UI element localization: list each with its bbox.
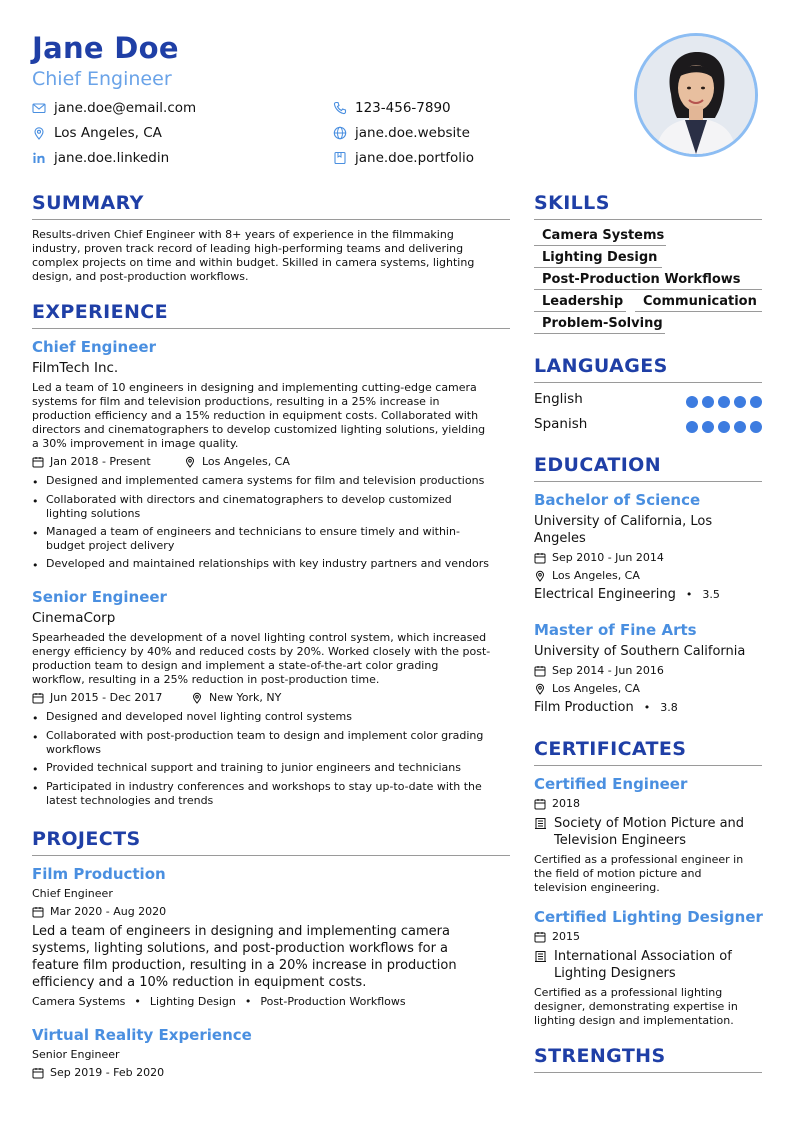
education-location-text: Los Angeles, CA bbox=[552, 682, 640, 695]
job-description-line: systems for film and television productions, resulting in a 25% increase in bbox=[32, 395, 440, 408]
strengths-divider bbox=[534, 1072, 762, 1073]
job-bullet bbox=[32, 474, 510, 488]
bullet-line: • Developed and maintained relationships with key industry partners and vendors bbox=[46, 557, 490, 570]
skill-tag: Leadership bbox=[534, 294, 626, 312]
bullet-line: • Collaborated with post-production team to design and implement color grading bbox=[46, 729, 484, 742]
experience-heading: EXPERIENCE bbox=[32, 301, 169, 323]
bullet-line: latest technologies and trends bbox=[46, 794, 214, 807]
strengths-heading: STRENGTHS bbox=[534, 1045, 666, 1067]
proficiency-dot bbox=[734, 396, 746, 408]
summary-heading: SUMMARY bbox=[32, 192, 144, 214]
contact-phone[interactable] bbox=[333, 100, 451, 116]
school-name-line: University of Southern California bbox=[534, 644, 746, 659]
school-name-line: University of California, Los bbox=[534, 514, 713, 529]
contact-portfolio[interactable] bbox=[333, 150, 474, 166]
project-title: Virtual Reality Experience bbox=[32, 1026, 252, 1044]
project-description-line: Led a team of engineers in designing and implementing camera bbox=[32, 924, 450, 939]
skill-tag: Communication bbox=[635, 294, 762, 312]
proficiency-dot bbox=[686, 396, 698, 408]
candidate-name: Jane Doe bbox=[32, 31, 179, 65]
experience-divider bbox=[32, 328, 510, 329]
issuer-line: Society of Motion Picture and bbox=[554, 816, 745, 831]
calendar-icon bbox=[534, 931, 546, 943]
languages-heading: LANGUAGES bbox=[534, 355, 668, 377]
phone-icon bbox=[333, 101, 347, 115]
project-title: Film Production bbox=[32, 865, 166, 883]
job-bullet bbox=[32, 493, 510, 521]
issuer-line: Television Engineers bbox=[554, 833, 687, 848]
location-text: Los Angeles, CA bbox=[54, 125, 162, 141]
project-dates bbox=[32, 1066, 164, 1079]
calendar-icon bbox=[534, 665, 546, 677]
certificate-description-line: Certified as a professional engineer in bbox=[534, 853, 744, 866]
education-divider bbox=[534, 481, 762, 482]
candidate-title: Chief Engineer bbox=[32, 68, 172, 90]
job-location bbox=[191, 691, 281, 704]
skills-divider bbox=[534, 219, 762, 220]
language-level bbox=[686, 396, 762, 408]
project-role: Chief Engineer bbox=[32, 887, 113, 900]
proficiency-dot bbox=[750, 421, 762, 433]
bullet-line: workflows bbox=[46, 743, 102, 756]
job-company: FilmTech Inc. bbox=[32, 360, 119, 376]
tag-separator: • bbox=[244, 995, 252, 1008]
education-location-text: Los Angeles, CA bbox=[552, 569, 640, 582]
school-name-line: Angeles bbox=[534, 531, 586, 546]
education-dates bbox=[534, 664, 664, 677]
building-icon bbox=[534, 817, 547, 830]
bullet-line: budget project delivery bbox=[46, 539, 175, 552]
linkedin-icon bbox=[32, 151, 46, 165]
project-description bbox=[32, 923, 510, 991]
skills-heading: SKILLS bbox=[534, 192, 610, 214]
location-pin-icon bbox=[184, 456, 196, 468]
job-bullet bbox=[32, 557, 510, 571]
email-text: jane.doe@email.com bbox=[54, 100, 197, 116]
bullet-line: • Designed and developed novel lighting control systems bbox=[46, 710, 353, 723]
job-bullet bbox=[32, 761, 510, 775]
proficiency-dot bbox=[702, 421, 714, 433]
bullet-line: • Collaborated with directors and cinematographers to develop customized bbox=[46, 493, 452, 506]
summary-divider bbox=[32, 219, 510, 220]
contact-email[interactable] bbox=[32, 100, 196, 116]
school-name bbox=[534, 513, 762, 547]
job-location bbox=[184, 455, 290, 468]
project-tag: Camera Systems bbox=[32, 995, 126, 1008]
job-bullet bbox=[32, 710, 510, 724]
job-description-line: production team to design and implement a state-of-the-art color grading bbox=[32, 659, 439, 672]
school-name bbox=[534, 643, 762, 660]
certificate-description-line: television engineering. bbox=[534, 881, 660, 894]
proficiency-dot bbox=[750, 396, 762, 408]
bullet-line: • Managed a team of engineers and technicians to ensure timely and within- bbox=[46, 525, 460, 538]
certificate-description-line: Certified as a professional lighting bbox=[534, 986, 723, 999]
job-bullet bbox=[32, 729, 510, 757]
education-location bbox=[534, 569, 640, 582]
job-location-text: Los Angeles, CA bbox=[202, 455, 290, 468]
certificate-description bbox=[534, 853, 762, 895]
certificate-issuer bbox=[534, 948, 732, 982]
project-tag: Lighting Design bbox=[149, 995, 236, 1008]
location-pin-icon bbox=[191, 692, 203, 704]
education-dates-text: Sep 2014 - Jun 2016 bbox=[552, 664, 664, 677]
portfolio-icon bbox=[333, 151, 347, 165]
profile-photo bbox=[634, 33, 758, 157]
certificate-description-line: designer, demonstrating expertise in bbox=[534, 1000, 738, 1013]
degree-title: Bachelor of Science bbox=[534, 491, 701, 509]
projects-divider bbox=[32, 855, 510, 856]
gpa-value: 3.8 bbox=[660, 701, 678, 714]
location-pin-icon bbox=[534, 683, 546, 695]
language-name: Spanish bbox=[534, 416, 588, 432]
language-name: English bbox=[534, 391, 583, 407]
job-description-line: Spearheaded the development of a novel lighting control system, which increased bbox=[32, 631, 487, 644]
project-dates-text: Sep 2019 - Feb 2020 bbox=[50, 1066, 165, 1079]
degree-title: Master of Fine Arts bbox=[534, 621, 697, 639]
building-icon bbox=[534, 950, 547, 963]
summary-line: industry, proven track record of leading high-performing teams and delivering bbox=[32, 242, 464, 255]
job-description bbox=[32, 631, 510, 687]
job-description bbox=[32, 381, 510, 451]
job-bullet bbox=[32, 525, 510, 553]
job-description-line: production efficiency and a 15% reduction in equipment costs. Collaborated with bbox=[32, 409, 479, 422]
summary-line: design, and post-production workflows. bbox=[32, 270, 249, 283]
education-heading: EDUCATION bbox=[534, 454, 662, 476]
certificate-title: Certified Engineer bbox=[534, 775, 688, 793]
calendar-icon bbox=[534, 552, 546, 564]
languages-divider bbox=[534, 382, 762, 383]
skill-tag: Lighting Design bbox=[534, 250, 662, 268]
certificate-year-text: 2018 bbox=[552, 797, 580, 810]
certificate-description bbox=[534, 986, 762, 1028]
education-dates bbox=[534, 551, 664, 564]
location-pin-icon bbox=[534, 570, 546, 582]
proficiency-dot bbox=[718, 421, 730, 433]
job-dates bbox=[32, 455, 151, 468]
language-level bbox=[686, 421, 762, 433]
job-dates-text: Jun 2015 - Dec 2017 bbox=[50, 691, 163, 704]
contact-location bbox=[32, 125, 162, 141]
calendar-icon bbox=[32, 1067, 44, 1079]
globe-icon bbox=[333, 126, 347, 140]
project-tag: Post-Production Workflows bbox=[260, 995, 406, 1008]
project-description-line: efficiency and a 10% reduction in equipment costs. bbox=[32, 975, 367, 990]
certificate-year bbox=[534, 797, 580, 810]
skill-tag: Problem-Solving bbox=[534, 316, 665, 334]
issuer-line: Lighting Designers bbox=[554, 966, 676, 981]
proficiency-dot bbox=[686, 421, 698, 433]
field-separator: • bbox=[685, 588, 693, 601]
proficiency-dot bbox=[718, 396, 730, 408]
field-separator: • bbox=[643, 701, 651, 714]
project-description-line: systems, lighting solutions, and post-production workflows for a bbox=[32, 941, 449, 956]
phone-text: 123-456-7890 bbox=[355, 100, 451, 116]
job-description-line: directors and cinematographers to develop customized lighting solutions, yielding bbox=[32, 423, 486, 436]
certificate-year-text: 2015 bbox=[552, 930, 580, 943]
job-company: CinemaCorp bbox=[32, 610, 116, 626]
skill-tag: Camera Systems bbox=[534, 228, 666, 246]
job-description-line: Led a team of 10 engineers in designing and implementing cutting-edge camera bbox=[32, 381, 477, 394]
job-dates-text: Jan 2018 - Present bbox=[50, 455, 151, 468]
certificates-divider bbox=[534, 765, 762, 766]
summary-line: Results-driven Chief Engineer with 8+ years of experience in the filmmaking bbox=[32, 228, 454, 241]
summary-line: complex projects on time and within budget. Skilled in camera systems, lighting bbox=[32, 256, 475, 269]
project-dates bbox=[32, 905, 166, 918]
bullet-line: • Designed and implemented camera systems for film and television productions bbox=[46, 474, 485, 487]
certificates-heading: CERTIFICATES bbox=[534, 738, 687, 760]
field-of-study: Film Production bbox=[534, 700, 634, 715]
job-title: Chief Engineer bbox=[32, 338, 156, 356]
bullet-line: • Participated in industry conferences and workshops to stay up-to-date with the bbox=[46, 780, 482, 793]
bullet-line: lighting solutions bbox=[46, 507, 141, 520]
portfolio-text: jane.doe.portfolio bbox=[355, 150, 475, 166]
mail-icon bbox=[32, 101, 46, 115]
job-bullet bbox=[32, 780, 510, 808]
education-field bbox=[534, 587, 720, 602]
calendar-icon bbox=[534, 798, 546, 810]
certificate-description-line: lighting design and implementation. bbox=[534, 1014, 734, 1027]
proficiency-dot bbox=[702, 396, 714, 408]
linkedin-text: jane.doe.linkedin bbox=[54, 150, 170, 166]
education-location bbox=[534, 682, 640, 695]
issuer-line: International Association of bbox=[554, 949, 732, 964]
calendar-icon bbox=[32, 456, 44, 468]
gpa-value: 3.5 bbox=[702, 588, 720, 601]
education-dates-text: Sep 2010 - Jun 2014 bbox=[552, 551, 664, 564]
project-role: Senior Engineer bbox=[32, 1048, 120, 1061]
job-description-line: energy efficiency by 40% and reduced costs by 20%. Worked closely with the post- bbox=[32, 645, 491, 658]
skill-tag: Post-Production Workflows bbox=[534, 272, 762, 290]
certificate-issuer bbox=[534, 815, 744, 849]
certificate-title: Certified Lighting Designer bbox=[534, 908, 763, 926]
field-of-study: Electrical Engineering bbox=[534, 587, 676, 602]
projects-heading: PROJECTS bbox=[32, 828, 141, 850]
location-pin-icon bbox=[32, 126, 46, 140]
project-tags bbox=[32, 995, 406, 1008]
education-field bbox=[534, 700, 678, 715]
job-location-text: New York, NY bbox=[209, 691, 282, 704]
project-dates-text: Mar 2020 - Aug 2020 bbox=[50, 905, 167, 918]
calendar-icon bbox=[32, 692, 44, 704]
project-description-line: feature film production, resulting in a 20% increase in production bbox=[32, 958, 457, 973]
summary-text bbox=[32, 228, 510, 284]
job-description-line: a 30% improvement in image quality. bbox=[32, 437, 239, 450]
certificate-year bbox=[534, 930, 580, 943]
contact-website[interactable] bbox=[333, 125, 470, 141]
profile-portrait-illustration bbox=[637, 36, 755, 154]
contact-linkedin[interactable] bbox=[32, 150, 169, 166]
bullet-line: • Provided technical support and training to junior engineers and technicians bbox=[46, 761, 461, 774]
certificate-description-line: the field of motion picture and bbox=[534, 867, 702, 880]
calendar-icon bbox=[32, 906, 44, 918]
job-title: Senior Engineer bbox=[32, 588, 167, 606]
website-text: jane.doe.website bbox=[355, 125, 470, 141]
proficiency-dot bbox=[734, 421, 746, 433]
job-description-line: workflow, resulting in a 25% reduction in post-production time. bbox=[32, 673, 380, 686]
tag-separator: • bbox=[134, 995, 141, 1008]
job-dates bbox=[32, 691, 162, 704]
